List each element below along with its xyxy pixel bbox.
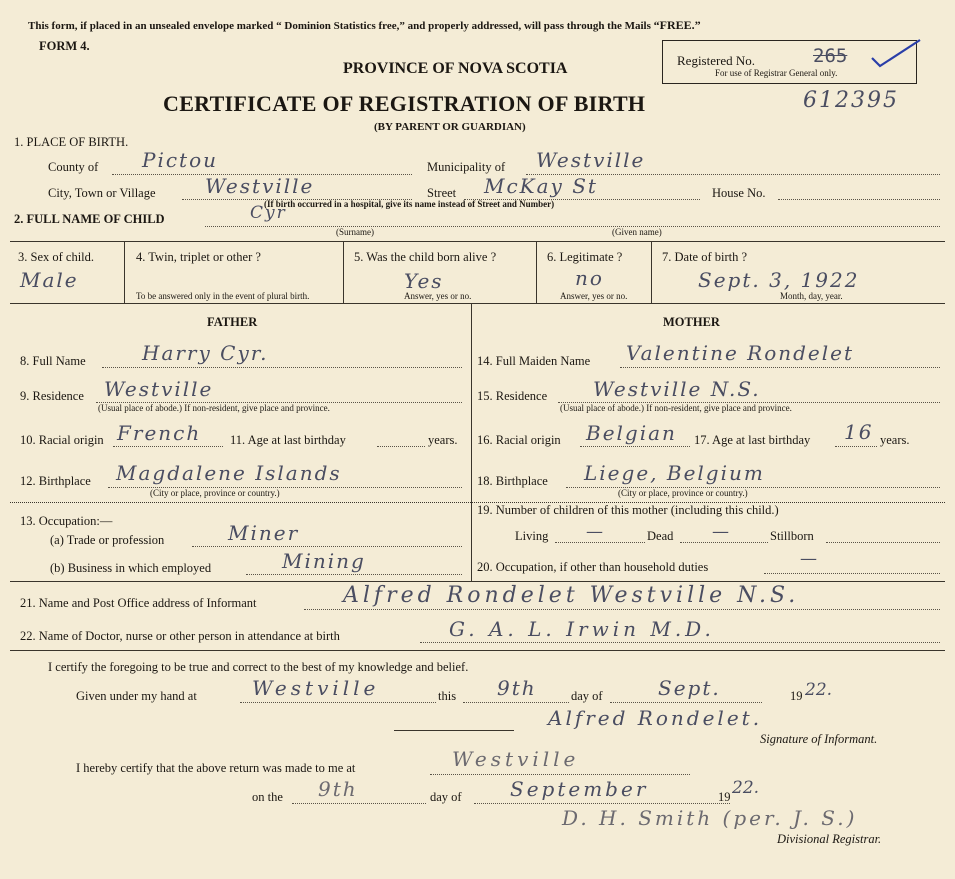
city-label: City, Town or Village	[48, 186, 156, 200]
page-subtitle: (BY PARENT OR GUARDIAN)	[374, 121, 526, 133]
place-of-birth-section: 1. PLACE OF BIRTH.	[14, 135, 129, 149]
registrar-signature-label: Divisional Registrar.	[777, 832, 882, 846]
born-alive-value: Yes	[404, 269, 444, 293]
mother-age-label: 17. Age at last birthday	[694, 433, 811, 447]
father-residence-note: (Usual place of abode.) If non-resident, give place and province.	[98, 403, 330, 413]
born-alive-note: Answer, yes or no.	[404, 291, 472, 301]
province-heading: PROVINCE OF NOVA SCOTIA	[343, 60, 568, 77]
father-residence-label: 9. Residence	[20, 389, 84, 403]
surname-caption: (Surname)	[336, 227, 374, 237]
form-number: FORM 4.	[39, 39, 90, 53]
dead-label: Dead	[647, 529, 674, 543]
house-label: House No.	[712, 186, 766, 200]
dob-note: Month, day, year.	[780, 291, 843, 301]
father-racial-label: 10. Racial origin	[20, 433, 104, 447]
twin-label: 4. Twin, triplet or other ?	[136, 250, 261, 264]
mother-residence-value: Westville N.S.	[593, 377, 761, 401]
father-trade-label: (a) Trade or profession	[50, 533, 165, 547]
registrar-signature: D. H. Smith (per. J. S.)	[562, 806, 858, 830]
given-month-value: Sept.	[658, 676, 721, 700]
mother-heading: MOTHER	[663, 315, 720, 329]
registered-label: Registered No.	[677, 53, 755, 68]
registered-value: 265	[813, 45, 848, 67]
county-label: County of	[48, 160, 99, 174]
informant-signature-label: Signature of Informant.	[760, 732, 878, 746]
living-label: Living	[515, 529, 549, 543]
registrar-day-of-label: day of	[430, 790, 462, 804]
dob-label: 7. Date of birth ?	[662, 250, 748, 264]
father-heading: FATHER	[207, 315, 258, 329]
stillborn-label: Stillborn	[770, 529, 814, 543]
father-business-label: (b) Business in which employed	[50, 561, 212, 575]
this-label: this	[438, 689, 457, 703]
twin-note: To be answered only in the event of plural birth.	[136, 291, 310, 301]
mother-occupation-value: —	[800, 549, 819, 569]
street-value: McKay St	[484, 174, 598, 198]
mother-occupation-label: 20. Occupation, if other than household duties	[477, 560, 709, 574]
given-day-value: 9th	[497, 676, 537, 700]
registrar-year-value: 22.	[732, 778, 760, 798]
father-name-label: 8. Full Name	[20, 354, 86, 368]
mother-racial-value: Belgian	[586, 421, 677, 445]
certificate-number: 612395	[803, 88, 899, 113]
registrar-year-prefix: 19	[718, 790, 731, 804]
postal-notice	[28, 19, 701, 32]
given-year-value: 22.	[805, 680, 833, 700]
mother-racial-label: 16. Racial origin	[477, 433, 561, 447]
registrar-day-value: 9th	[318, 777, 358, 801]
father-racial-value: French	[117, 421, 202, 445]
city-value: Westville	[205, 174, 315, 198]
mother-name-value: Valentine Rondelet	[626, 341, 855, 365]
postal-notice-free: “FREE.”	[653, 18, 701, 32]
mother-residence-label: 15. Residence	[477, 389, 548, 403]
registrar-note: For use of Registrar General only.	[715, 68, 838, 78]
father-business-value: Mining	[282, 549, 366, 573]
page-title: CERTIFICATE OF REGISTRATION OF BIRTH	[163, 91, 646, 116]
legitimate-note: Answer, yes or no.	[560, 291, 628, 301]
county-value: Pictou	[142, 148, 219, 172]
child-name-label: 2. FULL NAME OF CHILD	[14, 212, 165, 226]
registrar-month-value: September	[510, 777, 649, 801]
father-residence-value: Westville	[104, 377, 214, 401]
given-under-label: Given under my hand at	[76, 689, 197, 703]
doctor-label: 22. Name of Doctor, nurse or other person in attendance at birth	[20, 629, 340, 643]
given-name-caption: (Given name)	[612, 227, 662, 237]
mother-years-label: years.	[880, 433, 910, 447]
mother-birthplace-value: Liege, Belgium	[584, 461, 765, 485]
certification-statement: I certify the foregoing to be true and correct to the best of my knowledge and belief.	[48, 660, 469, 674]
municipality-label: Municipality of	[427, 160, 506, 174]
living-value: —	[586, 522, 605, 542]
father-birthplace-label: 12. Birthplace	[20, 474, 91, 488]
mother-birthplace-note: (City or place, province or country.)	[618, 488, 748, 498]
informant-value: Alfred Rondelet Westville N.S.	[343, 583, 800, 608]
father-trade-value: Miner	[228, 521, 300, 545]
sex-label: 3. Sex of child.	[18, 250, 95, 264]
doctor-value: G. A. L. Irwin M.D.	[449, 617, 715, 641]
father-birthplace-note: (City or place, province or country.)	[150, 488, 280, 498]
given-place-value: Westville	[252, 676, 380, 700]
registrar-statement: I hereby certify that the above return was made to me at	[76, 761, 356, 775]
born-alive-label: 5. Was the child born alive ?	[354, 250, 497, 264]
registrar-on-the-label: on the	[252, 790, 283, 804]
informant-signature: Alfred Rondelet.	[548, 706, 763, 730]
informant-label: 21. Name and Post Office address of Informant	[20, 596, 257, 610]
father-age-label: 11. Age at last birthday	[230, 433, 346, 447]
mother-birthplace-label: 18. Birthplace	[477, 474, 548, 488]
mother-children-label: 19. Number of children of this mother (including this child.)	[477, 503, 779, 517]
municipality-value: Westville	[536, 148, 646, 172]
given-day-of-label: day of	[571, 689, 603, 703]
mother-age-value: 16	[844, 420, 874, 444]
child-surname-value: Cyr	[250, 203, 287, 223]
check-mark-icon	[868, 36, 924, 70]
father-occupation-label: 13. Occupation:—	[20, 514, 113, 528]
street-label: Street	[427, 186, 457, 200]
dob-value: Sept. 3, 1922	[698, 268, 860, 292]
father-birthplace-value: Magdalene Islands	[116, 461, 342, 485]
father-name-value: Harry Cyr.	[142, 341, 269, 365]
legitimate-value: no	[575, 266, 604, 290]
given-year-prefix: 19	[790, 689, 803, 703]
mother-name-label: 14. Full Maiden Name	[477, 354, 591, 368]
mother-residence-note: (Usual place of abode.) If non-resident, give place and province.	[560, 403, 792, 413]
dead-value: —	[712, 522, 731, 542]
legitimate-label: 6. Legitimate ?	[547, 250, 623, 264]
sex-value: Male	[20, 268, 79, 292]
hospital-note: (If birth occurred in a hospital, give its name instead of Street and Number)	[264, 199, 555, 209]
registrar-place-value: Westville	[452, 747, 580, 771]
postal-notice-text: This form, if placed in an unsealed envelope marked “ Dominion Statistics free,” and properly addressed, will pass through the Mails	[28, 20, 651, 32]
father-years-label: years.	[428, 433, 458, 447]
